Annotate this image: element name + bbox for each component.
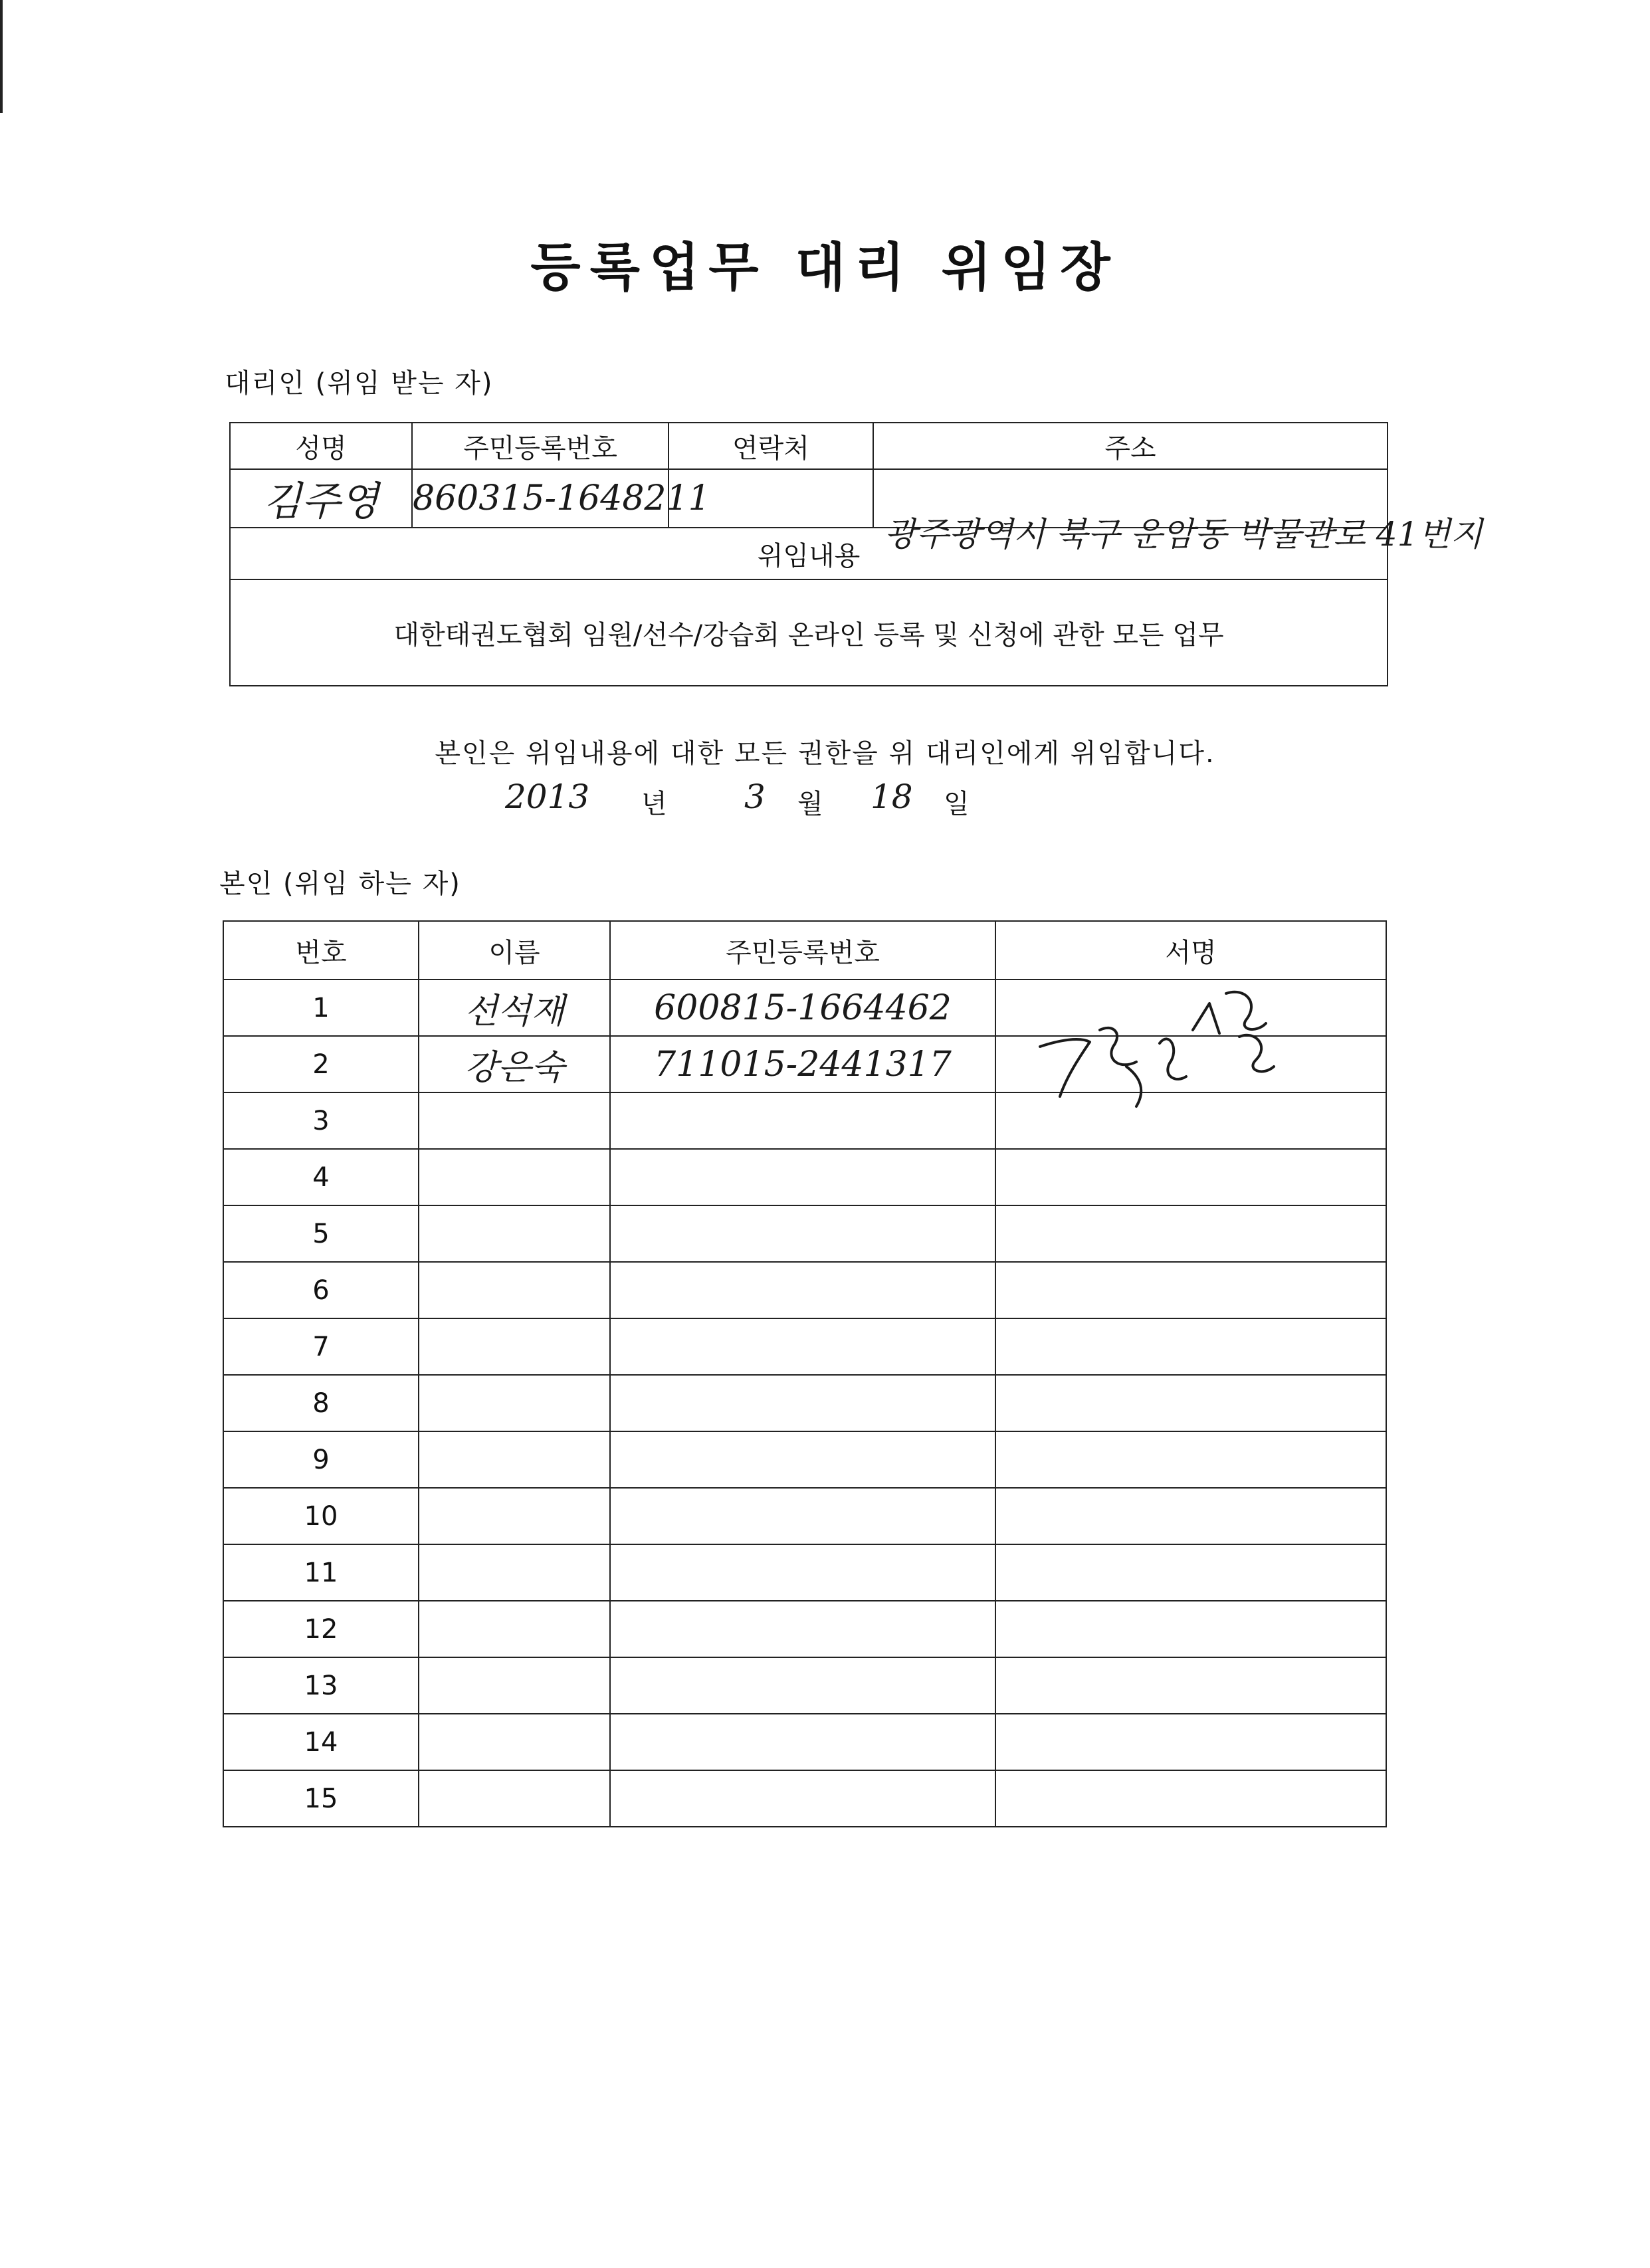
row-id-number — [610, 1770, 995, 1827]
table-row — [223, 1714, 1386, 1770]
row-number: 12 — [223, 1601, 419, 1657]
row-id-number: 711015-2441317 — [610, 1036, 995, 1092]
date-month-unit: 월 — [797, 789, 823, 819]
row-number: 2 — [223, 1036, 419, 1092]
row-signature — [995, 1770, 1386, 1827]
table-row — [223, 1262, 1386, 1318]
row-name: 강은숙 — [419, 1036, 610, 1092]
row-signature — [995, 1205, 1386, 1262]
document-title: 등록업무 대리 위임장 — [530, 237, 1120, 298]
row-id-number — [610, 1601, 995, 1657]
table-row — [223, 1375, 1386, 1431]
row-id-number — [610, 1375, 995, 1431]
row-signature — [995, 1262, 1386, 1318]
proxy-header-id: 주민등록번호 — [412, 423, 669, 469]
delegation-header: 위임내용 — [230, 528, 1388, 579]
row-number: 13 — [223, 1657, 419, 1714]
row-number: 7 — [223, 1318, 419, 1375]
proxy-address-cell — [873, 469, 1483, 554]
row-signature — [995, 1431, 1386, 1488]
row-number: 6 — [223, 1262, 419, 1318]
row-number: 14 — [223, 1714, 419, 1770]
row-name — [419, 1262, 610, 1318]
proxy-id-number: 860315-1648211 — [412, 469, 669, 528]
row-name — [419, 1601, 610, 1657]
proxy-header-name: 성명 — [230, 423, 412, 469]
row-number: 15 — [223, 1770, 419, 1827]
row-id-number — [610, 1431, 995, 1488]
proxy-address: 광주광역시 북구 운암동 박물관로 41번지 — [884, 515, 1483, 554]
delegation-content: 대한태권도협회 임원/선수/강습회 온라인 등록 및 신청에 관한 모든 업무 — [230, 579, 1388, 686]
proxy-name: 김주영 — [230, 469, 412, 528]
row-name — [419, 1544, 610, 1601]
table-row — [223, 1318, 1386, 1375]
row-number: 5 — [223, 1205, 419, 1262]
row-id-number — [610, 1318, 995, 1375]
row-name — [419, 1770, 610, 1827]
row-name: 선석재 — [419, 979, 610, 1036]
row-signature — [995, 1488, 1386, 1544]
row-signature — [995, 1714, 1386, 1770]
principal-header-id: 주민등록번호 — [610, 921, 995, 979]
table-row — [223, 1544, 1386, 1601]
row-id-number — [610, 1488, 995, 1544]
row-id-number: 600815-1664462 — [610, 979, 995, 1036]
row-number: 1 — [223, 979, 419, 1036]
row-id-number — [610, 1714, 995, 1770]
table-row — [223, 1149, 1386, 1205]
table-row — [223, 1205, 1386, 1262]
proxy-header-address: 주소 — [873, 423, 1388, 469]
date-month: 3 — [744, 777, 766, 816]
row-id-number — [610, 1149, 995, 1205]
table-row — [223, 1657, 1386, 1714]
row-signature — [995, 1544, 1386, 1601]
table-row — [223, 1488, 1386, 1544]
row-name — [419, 1714, 610, 1770]
row-name — [419, 1205, 610, 1262]
row-number: 9 — [223, 1431, 419, 1488]
row-name — [419, 1657, 610, 1714]
row-signature — [995, 1318, 1386, 1375]
row-number: 8 — [223, 1375, 419, 1431]
row-name — [419, 1488, 610, 1544]
row-signature — [995, 1375, 1386, 1431]
date-year-unit: 년 — [641, 789, 667, 819]
row-signature — [995, 1657, 1386, 1714]
principal-header-number: 번호 — [223, 921, 419, 979]
row-number: 3 — [223, 1092, 419, 1149]
proxy-header-contact: 연락처 — [669, 423, 873, 469]
row-name — [419, 1375, 610, 1431]
row-name — [419, 1092, 610, 1149]
row-signature — [995, 1601, 1386, 1657]
row-id-number — [610, 1205, 995, 1262]
row-id-number — [610, 1544, 995, 1601]
table-row — [223, 1770, 1386, 1827]
date-day: 18 — [871, 777, 913, 816]
row-name — [419, 1431, 610, 1488]
principal-header-signature: 서명 — [995, 921, 1386, 979]
principal-section-label: 본인 (위임 하는 자) — [219, 869, 461, 899]
table-row — [223, 1431, 1386, 1488]
row-number: 4 — [223, 1149, 419, 1205]
row-id-number — [610, 1657, 995, 1714]
proxy-table — [229, 422, 1483, 686]
handwritten-signature — [1027, 983, 1286, 1116]
principal-header-name: 이름 — [419, 921, 610, 979]
scan-edge-mark — [0, 0, 3, 113]
row-id-number — [610, 1092, 995, 1149]
row-name — [419, 1318, 610, 1375]
row-id-number — [610, 1262, 995, 1318]
date-year: 2013 — [505, 777, 590, 816]
delegation-statement: 본인은 위임내용에 대한 모든 권한을 위 대리인에게 위임합니다. — [435, 738, 1215, 769]
row-signature — [995, 1149, 1386, 1205]
date-day-unit: 일 — [944, 789, 970, 819]
row-number: 10 — [223, 1488, 419, 1544]
row-name — [419, 1149, 610, 1205]
proxy-section-label: 대리인 (위임 받는 자) — [225, 368, 494, 399]
row-number: 11 — [223, 1544, 419, 1601]
table-row — [223, 1601, 1386, 1657]
